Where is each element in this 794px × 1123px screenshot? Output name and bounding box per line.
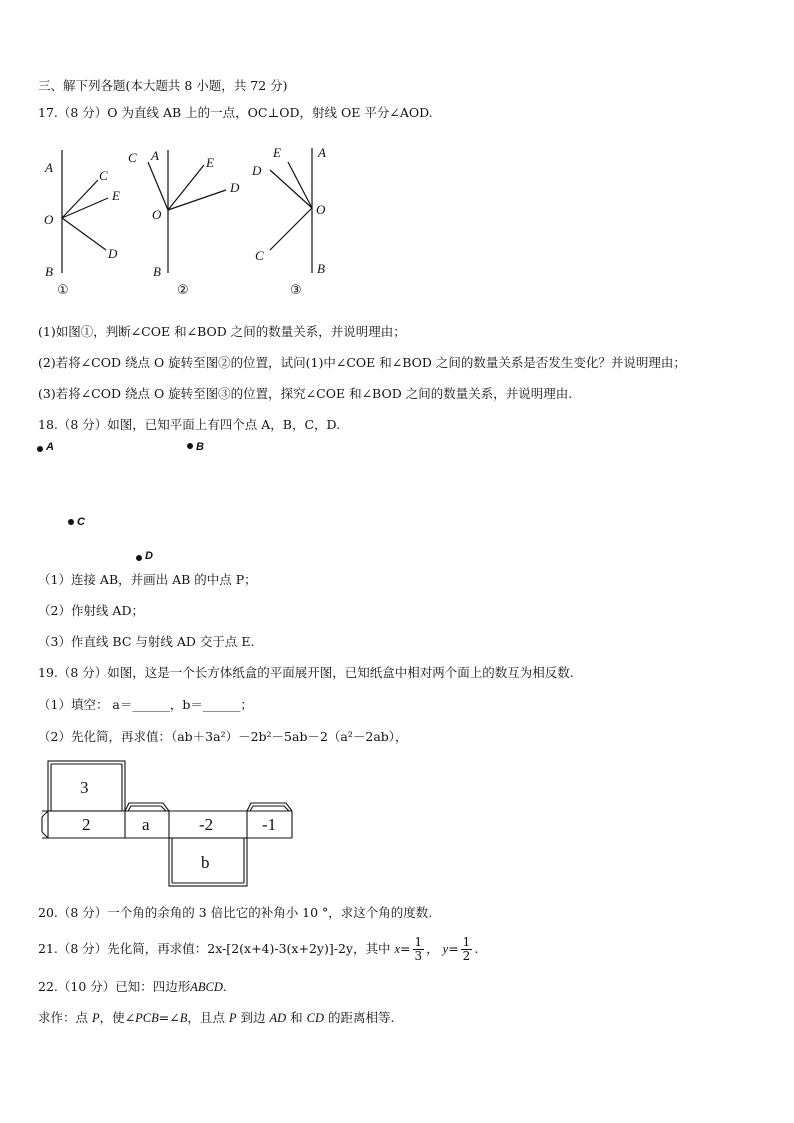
fig2-label-e: E (206, 155, 214, 170)
fig2-label-a: A (151, 148, 159, 163)
fig1-label-b: B (45, 264, 53, 279)
q21-prefix: 21.（8 分）先化简，再求值：2x-[2(x+4)-3(x+2y)]-2y，其中 (38, 941, 391, 956)
point-b-label: B (196, 441, 204, 453)
q22-point-p2: P (228, 1011, 237, 1025)
net-face-mid: -2 (199, 815, 214, 834)
q21-y-var: y (442, 942, 449, 956)
q19-part-2: （2）先化简，再求值：（ab＋3a²）－2b²－5ab－2（a²－2ab）， (38, 729, 408, 744)
q21-y-num: 1 (462, 935, 471, 949)
fig3-label-b: B (317, 261, 325, 276)
q21-x-fraction (413, 936, 425, 963)
fig1-label-o: O (44, 212, 54, 227)
fig3-label-a: A (318, 145, 326, 160)
q18-part-2: （2）作射线 AD； (38, 603, 144, 618)
q21-x-den: 3 (414, 949, 423, 963)
q22-point-p: P (92, 1011, 100, 1025)
q17-part-2: (2)若将∠COD 绕点 O 旋转至图②的位置，试问(1)中∠COE 和∠BOD 之间的数量关系是否发生变化？并说明理由； (38, 355, 686, 370)
q21-text: 21.（8 分）先化简，再求值：2x-[2(x+4)-3(x+2y)]-2y，其中 x= $\frac{1}{3}$ ， y= $\frac{1}{2}$ . (38, 935, 479, 963)
point-a-label: A (46, 441, 54, 453)
point-d-label: D (145, 550, 153, 562)
point-a-dot (37, 446, 43, 452)
box-net-diagram (38, 757, 298, 892)
q18-part-3: （3）作直线 BC 与射线 AD 交于点 E. (38, 634, 255, 649)
q17-part-1: (1)如图①，判断∠COE 和∠BOD 之间的数量关系，并说明理由； (38, 324, 406, 339)
q21-y-fraction (461, 936, 473, 963)
fig3-number: ③ (290, 283, 302, 298)
fig2-label-c: C (128, 150, 137, 165)
q22-task-t5: 到边 (240, 1010, 266, 1025)
q17-part-3: (3)若将∠COD 绕点 O 旋转至图③的位置，探究∠COE 和∠BOD 之间的数量关系，并说明理由. (38, 386, 573, 401)
fig2-label-o: O (152, 207, 162, 222)
net-face-top: 3 (80, 778, 89, 797)
section-header: 三、解下列各题(本大题共 8 小题，共 72 分) (38, 78, 288, 93)
q22-angle-b: B (179, 1011, 188, 1025)
q22-stem: 22.（10 分）已知：四边形ABCD. (38, 979, 227, 994)
point-c-label: C (77, 516, 85, 528)
q22-task-t7: 的距离相等. (327, 1010, 395, 1025)
net-face-right: -1 (262, 815, 277, 834)
fig2-number: ② (177, 283, 189, 298)
point-d-dot (136, 555, 142, 561)
q22-quadrilateral: ABCD (190, 980, 223, 994)
q21-x-num: 1 (414, 935, 423, 949)
q18-part-1: （1）连接 AB，并画出 AB 的中点 P； (38, 572, 257, 587)
q19-stem: 19.（8 分）如图，这是一个长方体纸盒的平面展开图，已知纸盒中相对两个面上的数互为相反数. (38, 665, 574, 680)
net-face-left: 2 (82, 815, 91, 834)
q22-task-t2: ，使∠ (99, 1010, 136, 1025)
q22-task-t6: 和 (290, 1010, 303, 1025)
q22-task-t4: ，且点 (187, 1010, 225, 1025)
q17-figures (36, 140, 356, 305)
fig2-label-b: B (153, 264, 161, 279)
fig3-label-o: O (316, 202, 326, 217)
q22-task-t3: =∠ (158, 1010, 180, 1025)
q21-y-den: 2 (462, 949, 471, 963)
q22-side-ad: AD (269, 1011, 287, 1025)
q17-stem: 17.（8 分）O 为直线 AB 上的一点，OC⊥OD，射线 OE 平分∠AOD. (38, 105, 433, 120)
q20-text: 20.（8 分）一个角的余角的 3 倍比它的补角小 10 °，求这个角的度数. (38, 905, 433, 920)
q22-stem-prefix: 22.（10 分）已知：四边形 (38, 979, 191, 994)
q22-side-cd: CD (306, 1011, 324, 1025)
net-face-a: a (142, 815, 150, 834)
net-face-bottom: b (201, 853, 210, 872)
fig2-label-d: D (230, 180, 240, 195)
fig1-label-c: C (99, 168, 108, 183)
q22-task-t1: 求作：点 (38, 1010, 89, 1025)
q21-x-var: x (394, 942, 401, 956)
fig1-label-d: D (108, 246, 118, 261)
q22-angle-pcb: PCB (135, 1011, 159, 1025)
q18-stem: 18.（8 分）如图，已知平面上有四个点 A，B，C，D. (38, 417, 341, 432)
q19-part-1: （1）填空： a＝______，b＝______； (38, 697, 253, 712)
fig1-label-e: E (112, 188, 120, 203)
point-b-dot (187, 443, 193, 449)
fig1-number: ① (57, 283, 69, 298)
point-c-dot (68, 519, 74, 525)
q22-task (38, 1010, 394, 1026)
fig3-label-e: E (273, 145, 281, 160)
fig3-label-d: D (252, 163, 262, 178)
fig1-label-a: A (45, 160, 53, 175)
fig3-label-c: C (255, 248, 264, 263)
